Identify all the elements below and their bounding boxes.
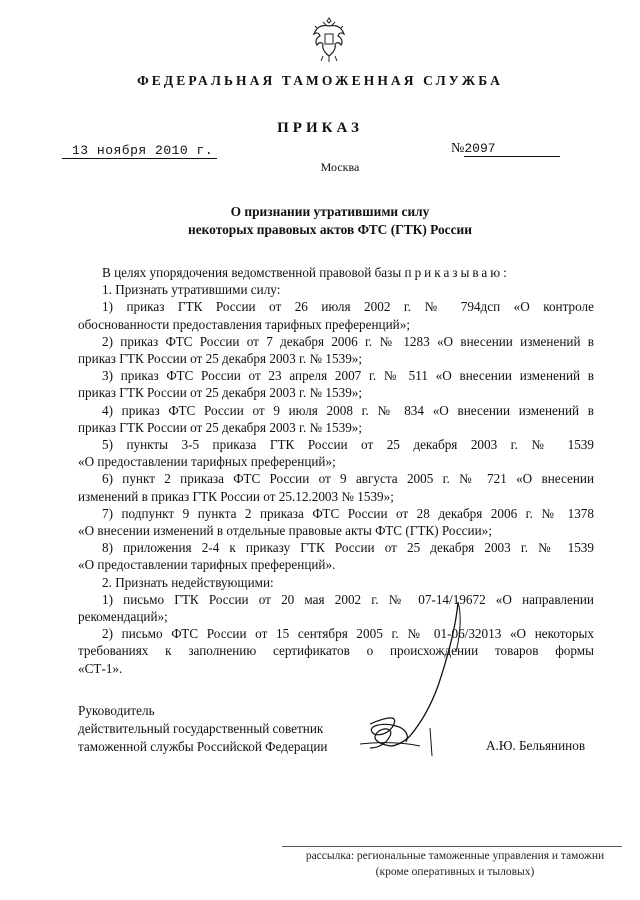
agency-name: ФЕДЕРАЛЬНАЯ ТАМОЖЕННАЯ СЛУЖБА: [137, 73, 503, 88]
section-heading: 2. Признать недействующими:: [102, 574, 274, 590]
item-line: 1) письмо ГТК России от 20 мая 2002 г. № 07-14/19672 «О направлении: [102, 591, 594, 607]
order-word: приказываю:: [404, 265, 510, 280]
signatory-title: [78, 702, 327, 756]
item-line: 6) пункт 2 приказа ФТС России от 9 августа 2005 г. № 721 «О внесении: [102, 471, 594, 487]
order-number: 2097: [464, 141, 560, 157]
number-sign: №: [451, 141, 465, 156]
order-number-block: [451, 141, 560, 157]
item-line: 2) приказ ФТС России от 7 декабря 2006 г. № 1283 «О внесении изменений в: [102, 333, 594, 349]
item-line: приказ ГТК России от 25 декабря 2003 г. № 1539»;: [78, 419, 363, 435]
preamble-text: В целях упорядочения ведомственной правовой базы: [102, 265, 402, 280]
order-date: 13 ноября 2010 г.: [62, 143, 217, 159]
item-line: требованиях к заполнению сертификатов о происхождении товаров формы: [78, 643, 594, 659]
handwritten-signature: [350, 596, 530, 766]
signatory-title-line: действительный государственный советник: [78, 721, 324, 736]
subject-line: некоторых правовых актов ФТС (ГТК) России: [187, 222, 472, 237]
item-line: 5) пункты 3-5 приказа ГТК России от 25 декабря 2003 г. № 1539: [102, 437, 594, 453]
item-line: 2) письмо ФТС России от 15 сентября 2005 г. № 01-06/32013 «О некоторых: [102, 626, 594, 642]
signatory-name: А.Ю. Бельянинов: [486, 738, 586, 753]
signatory-title-line: Руководитель: [78, 703, 155, 718]
item-line: приказ ГТК России от 25 декабря 2003 г. № 1539»;: [78, 385, 363, 401]
item-line: 3) приказ ФТС России от 23 апреля 2007 г. № 511 «О внесении изменений в: [102, 368, 594, 384]
item-line: 1) приказ ГТК России от 26 июля 2002 г. № 794дсп «О контроле: [102, 299, 594, 315]
order-subject: [0, 203, 640, 239]
item-line: «О внесении изменений в отдельные правовые акты ФТС (ГТК) России»;: [78, 523, 492, 539]
distribution-line: (кроме оперативных и тыловых): [375, 866, 535, 878]
document-type: ПРИКАЗ: [277, 120, 363, 136]
item-line: рекомендаций»;: [78, 609, 168, 625]
item-line: «СТ-1».: [78, 660, 123, 676]
item-line: 4) приказ ФТС России от 9 июля 2008 г. № 834 «О внесении изменений в: [102, 402, 594, 418]
item-line: приказ ГТК России от 25 декабря 2003 г. № 1539»;: [78, 351, 363, 367]
signatory-title-line: таможенной службы Российской Федерации: [78, 739, 328, 754]
item-line: «О предоставлении тарифных преференций»;: [78, 454, 336, 470]
item-line: 7) подпункт 9 пункта 2 приказа ФТС России от 28 декабря 2006 г. № 1378: [102, 505, 594, 521]
russian-coat-of-arms-icon: [311, 14, 347, 64]
item-line: «О предоставлении тарифных преференций».: [78, 557, 336, 573]
section-heading: 1. Признать утратившими силу:: [102, 282, 281, 298]
footer-divider: [282, 846, 622, 847]
distribution-line: рассылка: региональные таможенные управления и таможни: [305, 850, 605, 862]
distribution-note: [290, 848, 620, 880]
item-line: 8) приложения 2-4 к приказу ГТК России от 25 декабря 2003 г. № 1539: [102, 540, 594, 556]
item-line: обоснованности предоставления тарифных преференций»;: [78, 316, 410, 332]
preamble: [78, 264, 594, 281]
item-line: изменений в приказ ГТК России от 25.12.2003 № 1539»;: [78, 488, 394, 504]
subject-line: О признании утратившими силу: [230, 204, 430, 219]
city: Москва: [320, 160, 360, 174]
